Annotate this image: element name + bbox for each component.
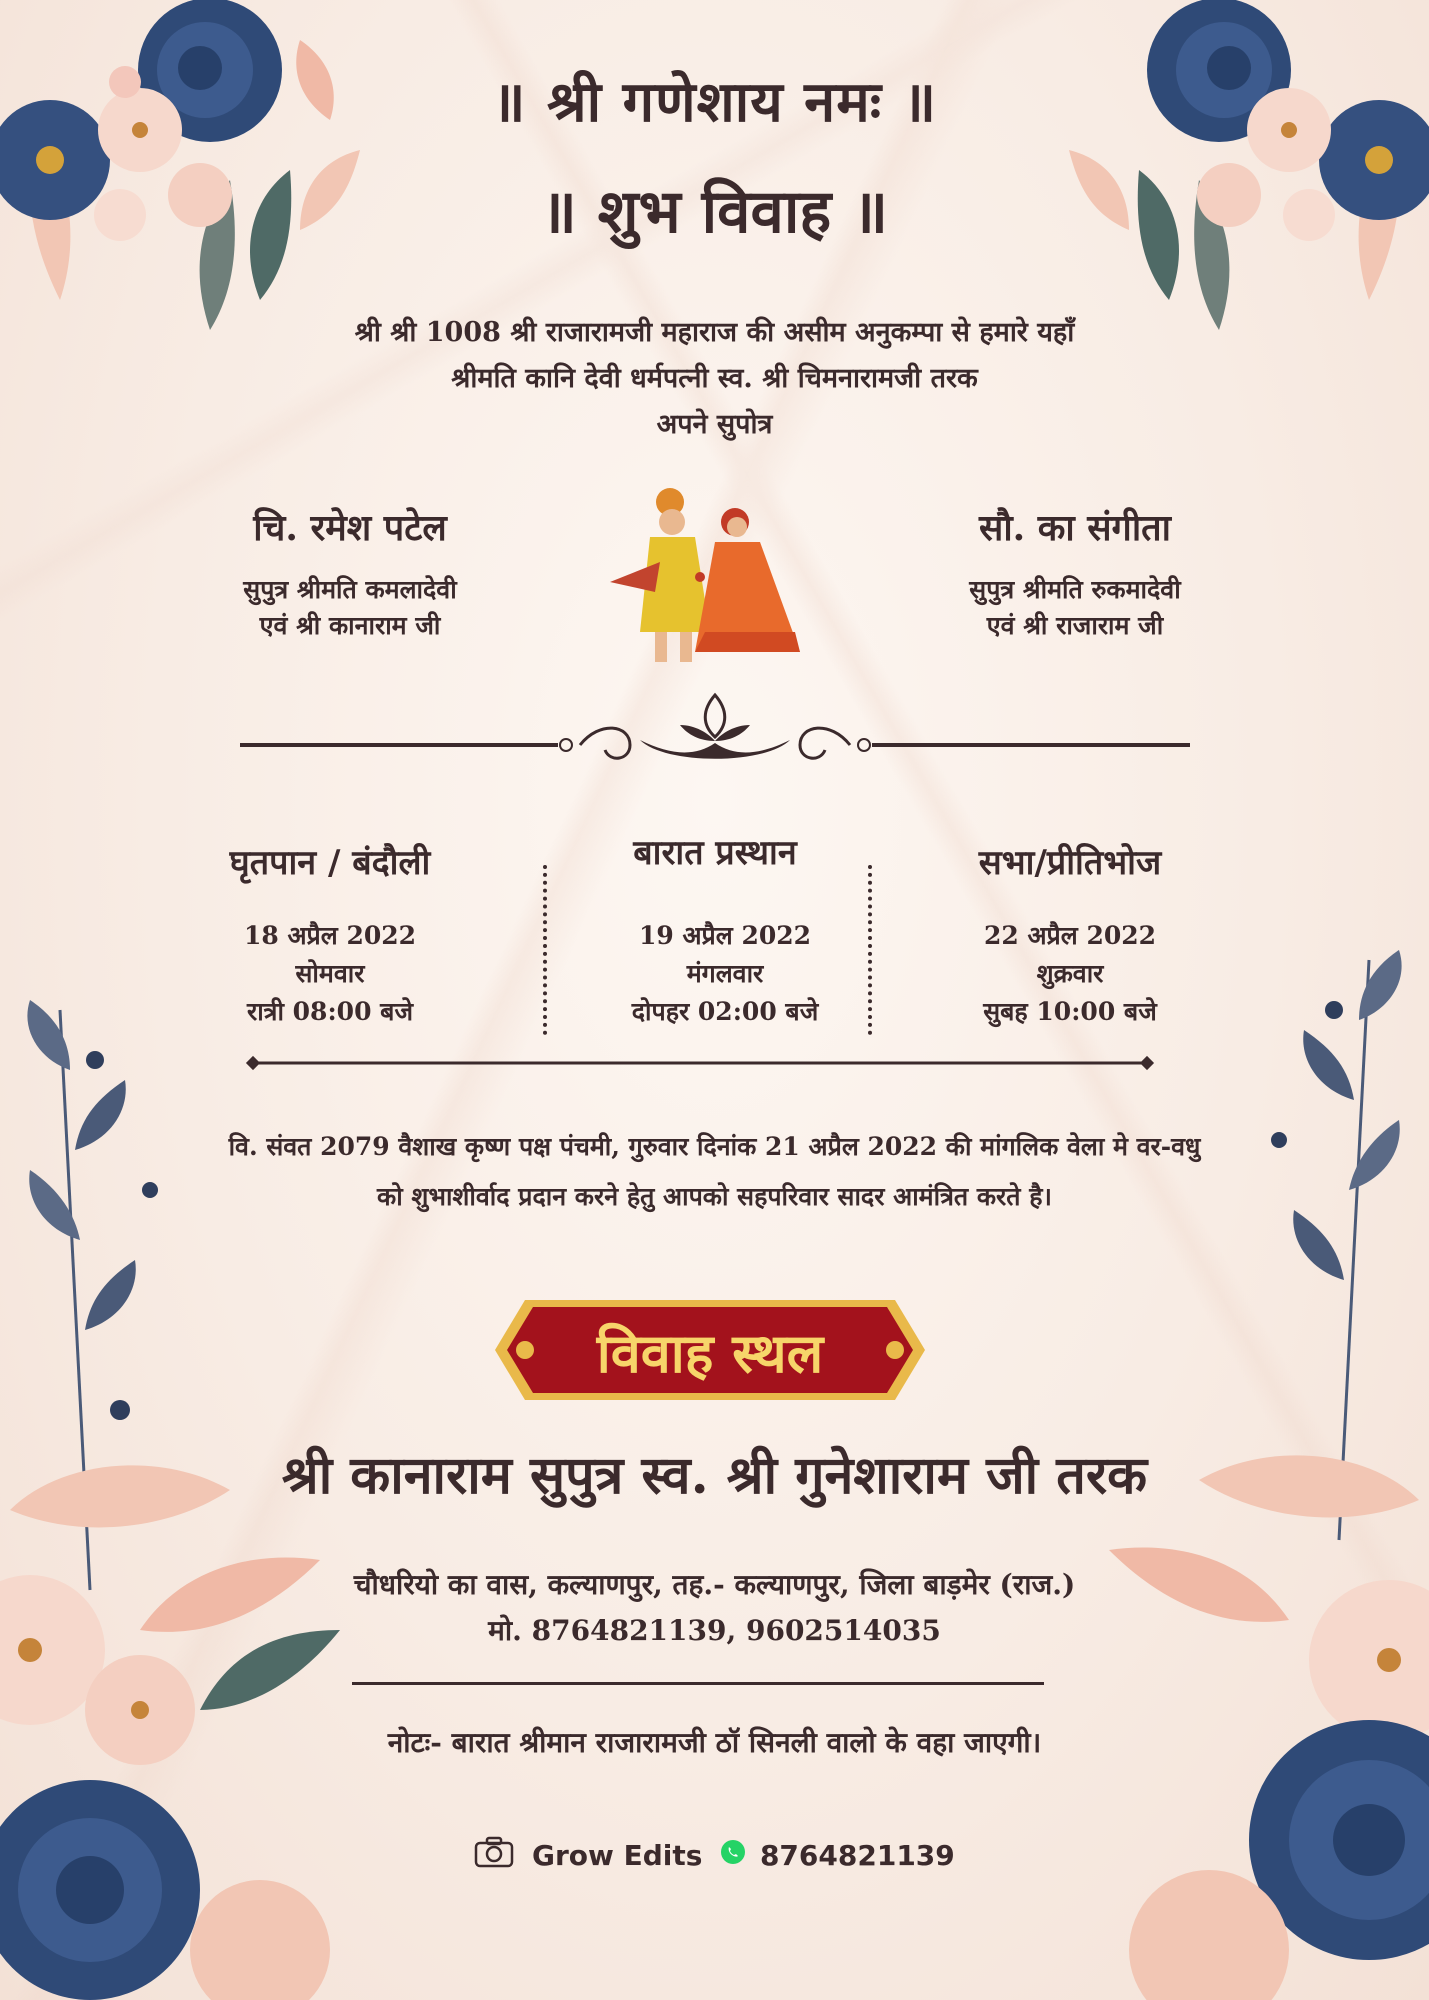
bride-parents-line-2: एवं श्री राजाराम जी [986, 611, 1164, 640]
bride-parents-line-1: सुपुत्र श्रीमति रुकमादेवी [969, 575, 1181, 604]
groom-leg [680, 632, 692, 662]
event-time: रात्री 08:00 बजे [246, 997, 414, 1026]
event-day: सोमवार [295, 959, 365, 988]
bride-name: सौ. का संगीता [978, 507, 1171, 549]
divider-swirl-right [800, 728, 850, 758]
divider-diamond [1140, 1056, 1154, 1070]
groom-leg [655, 632, 667, 662]
event-separator [543, 865, 547, 1035]
divider-dot [560, 739, 572, 751]
event-date: 19 अप्रैल 2022 [638, 921, 812, 950]
event-details [170, 917, 490, 1031]
divider-dot [858, 739, 870, 751]
event-details [910, 917, 1230, 1031]
couple-illustration [600, 482, 810, 672]
intro-text [0, 310, 1429, 448]
bride-parents [865, 572, 1285, 644]
event-title: सभा/प्रीतिभोज [978, 843, 1162, 883]
footer-brand: Grow Edits [531, 1839, 703, 1872]
event-time: सुबह 10:00 बजे [983, 997, 1157, 1026]
berry [86, 1051, 104, 1069]
venue-phone: मो. 8764821139, 9602514035 [488, 1614, 941, 1647]
groom-parents-line-1: सुपुत्र श्रीमति कमलादेवी [243, 575, 457, 604]
invocation-heading: ॥ श्री गणेशाय नमः ॥ [491, 69, 938, 135]
intro-line-2: श्रीमति कानि देवी धर्मपत्नी स्व. श्री चिमनारामजी तरक [451, 363, 978, 394]
event-date: 18 अप्रैल 2022 [243, 921, 417, 950]
note-text: नोटः- बारात श्रीमान राजारामजी ठॉ सिनली वालो के वहा जाएगी। [387, 1726, 1042, 1759]
bride-face [727, 517, 747, 537]
venue-host: श्री कानाराम सुपुत्र स्व. श्री गुनेशाराम जी तरक [281, 1445, 1148, 1506]
berry [110, 1400, 130, 1420]
leaf [1359, 950, 1402, 1020]
message-line-2: को शुभाशीर्वाद प्रदान करने हेतु आपको सहपरिवार सादर आमंत्रित करते है। [377, 1182, 1052, 1211]
groom-parents [140, 572, 560, 644]
groom-parents-line-2: एवं श्री कानाराम जी [259, 611, 441, 640]
berry [1325, 1001, 1343, 1019]
event-details [565, 917, 885, 1031]
event-day: शुक्रवार [1036, 959, 1104, 988]
venue-divider [352, 1682, 1044, 1685]
invitation-message [0, 1122, 1429, 1222]
venue-address-block [0, 1562, 1429, 1654]
divider-swirl-left [580, 728, 630, 758]
leaf [85, 1260, 136, 1330]
message-line-1: वि. संवत 2079 वैशाख कृष्ण पक्ष पंचमी, गुरुवार दिनांक 21 अप्रैल 2022 की मांगलिक वेला मे वर-वधु [228, 1132, 1201, 1161]
events-bottom-divider [245, 1055, 1155, 1071]
groom-dupatta [610, 562, 660, 592]
venue-address: चौधरियो का वास, कल्याणपुर, तह.- कल्याणपुर, जिला बाड़मेर (राज.) [353, 1568, 1076, 1601]
footer-credit [0, 1836, 1429, 1875]
divider-diamond [246, 1056, 260, 1070]
groom-name: चि. रमेश पटेल [253, 507, 447, 549]
divider-lotus-petal [705, 695, 725, 737]
groom-face [659, 509, 685, 535]
event-title: घृतपान / बंदौली [229, 843, 431, 883]
intro-line-1: श्री श्री 1008 श्री राजारामजी महाराज की असीम अनुकम्पा से हमारे यहाँ [354, 317, 1075, 348]
joined-hands [695, 572, 705, 582]
event-day: मंगलवार [686, 959, 764, 988]
leaf [1303, 1030, 1354, 1100]
intro-line-3: अपने सुपोत्र [656, 409, 773, 440]
peach-rose [190, 1880, 330, 2000]
blossom-center [131, 1701, 149, 1719]
divider-lotus-base [640, 740, 790, 759]
footer-phone: 8764821139 [759, 1839, 955, 1872]
event-separator [868, 865, 872, 1035]
leaf [27, 1000, 70, 1070]
venue-banner-text: विवाह स्थल [596, 1321, 824, 1385]
bride-border [695, 632, 800, 652]
whatsapp-icon [720, 1839, 746, 1872]
event-date: 22 अप्रैल 2022 [983, 921, 1157, 950]
camera-icon [474, 1836, 514, 1875]
ornament-divider [240, 685, 1190, 765]
event-time: दोपहर 02:00 बजे [631, 997, 819, 1026]
event-title: बारात प्रस्थान [633, 833, 797, 873]
page-title: ॥ शुभ विवाह ॥ [540, 177, 889, 247]
